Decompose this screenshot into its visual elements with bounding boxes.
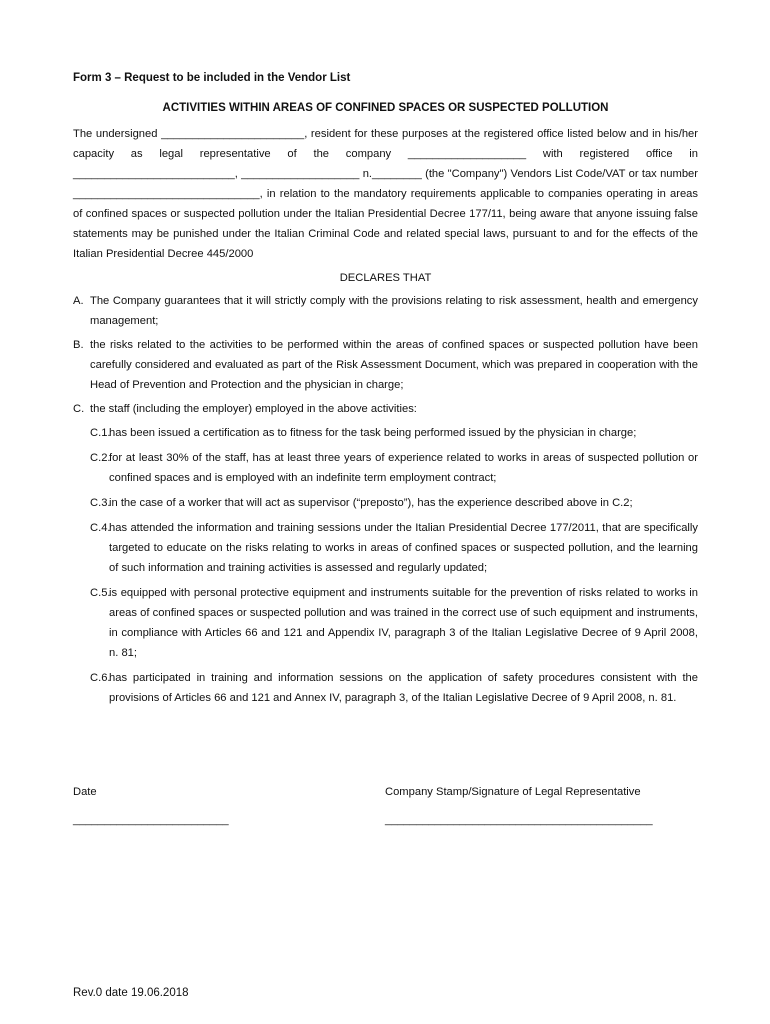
list-item-c [73, 399, 698, 419]
list-item-label: A. [73, 295, 84, 307]
list-item-b [73, 335, 698, 395]
sublist-item-label: C.1. [90, 427, 111, 439]
list-item-text: The Company guarantees that it will strictly comply with the provisions relating to risk assessment, health and emergency management; [90, 295, 698, 327]
sublist-item-text: has been issued a certification as to fitness for the task being performed issued by the physician in charge; [109, 427, 637, 439]
sublist-item-label: C.6. [90, 672, 111, 684]
stamp-signature-label: Company Stamp/Signature of Legal Representative [385, 786, 641, 798]
date-line[interactable]: _________________________ [73, 814, 229, 826]
sublist-item-c2 [90, 448, 698, 488]
sublist-item-label: C.2. [90, 452, 111, 464]
sublist-item-c1 [90, 423, 698, 443]
intro-paragraph: The undersigned _______________________, resident for these purposes at the registered office listed below and in his/her capacity as legal representative of the company ___________________ with registered office in __________________________, ___________________ n.________ (the "Company") Vendors List Code/VAT or tax number ______________________________, in relation to the mandatory requirements applicable to companies operating in areas of confined spaces or suspected pollution under the Italian Presidential Decree 177/11, being aware that anyone issuing false statements may be punished under the Italian Criminal Code and related special laws, pursuant to and for the effects of the Italian Presidential Decree 445/2000 [73, 128, 698, 260]
form-title: Form 3 – Request to be included in the Vendor List [73, 72, 351, 84]
list-item-label: B. [73, 339, 84, 351]
sublist-item-c6 [90, 668, 698, 708]
date-label: Date [73, 786, 97, 798]
list-item-text: the risks related to the activities to be performed within the areas of confined spaces or suspected pollution have been carefully considered and evaluated as part of the Risk Assessment Document, which was prepared in cooperation with the Head of Prevention and Protection and the physician in charge; [90, 339, 698, 391]
section-heading: ACTIVITIES WITHIN AREAS OF CONFINED SPACES OR SUSPECTED POLLUTION [162, 102, 609, 114]
list-item-text: the staff (including the employer) employed in the above activities: [90, 403, 417, 415]
sublist-item-c5 [90, 583, 698, 663]
sublist-item-label: C.5. [90, 587, 111, 599]
revision-footer: Rev.0 date 19.06.2018 [73, 987, 189, 999]
sublist-item-text: has attended the information and training sessions under the Italian Presidential Decree 177/2011, that are specifically targeted to educate on the risks relating to works in areas of confined spaces or suspected pollution, and the learning of such information and training activities is assessed and regularly updated; [109, 522, 698, 574]
sublist-item-text: is equipped with personal protective equipment and instruments suitable for the prevention of risks related to works in areas of confined spaces or suspected pollution and was trained in the correct use of such equipment and instruments, in compliance with Articles 66 and 121 and Appendix IV, paragraph 3 of the Italian Legislative Decree of 9 April 2008, n. 81; [109, 587, 698, 659]
sublist-item-c3 [90, 493, 698, 513]
sublist-item-label: C.4. [90, 522, 111, 534]
sublist-item-text: has participated in training and information sessions on the application of safety procedures consistent with the provisions of Articles 66 and 121 and Annex IV, paragraph 3, of the Italian Legislative Decree of 9 April 2008, n. 81. [109, 672, 698, 704]
list-item-a [73, 291, 698, 331]
sublist-item-text: in the case of a worker that will act as supervisor (“preposto”), has the experience described above in C.2; [109, 497, 633, 509]
sublist-item-label: C.3. [90, 497, 111, 509]
sublist-item-c4 [90, 518, 698, 578]
list-item-label: C. [73, 403, 85, 415]
declares-heading: DECLARES THAT [339, 272, 432, 284]
sublist-item-text: for at least 30% of the staff, has at least three years of experience related to works in areas of suspected pollution or confined spaces and is employed with an indefinite term employment contract; [109, 452, 698, 484]
stamp-signature-line[interactable]: ___________________________________________ [385, 814, 653, 826]
form-page [73, 70, 698, 713]
